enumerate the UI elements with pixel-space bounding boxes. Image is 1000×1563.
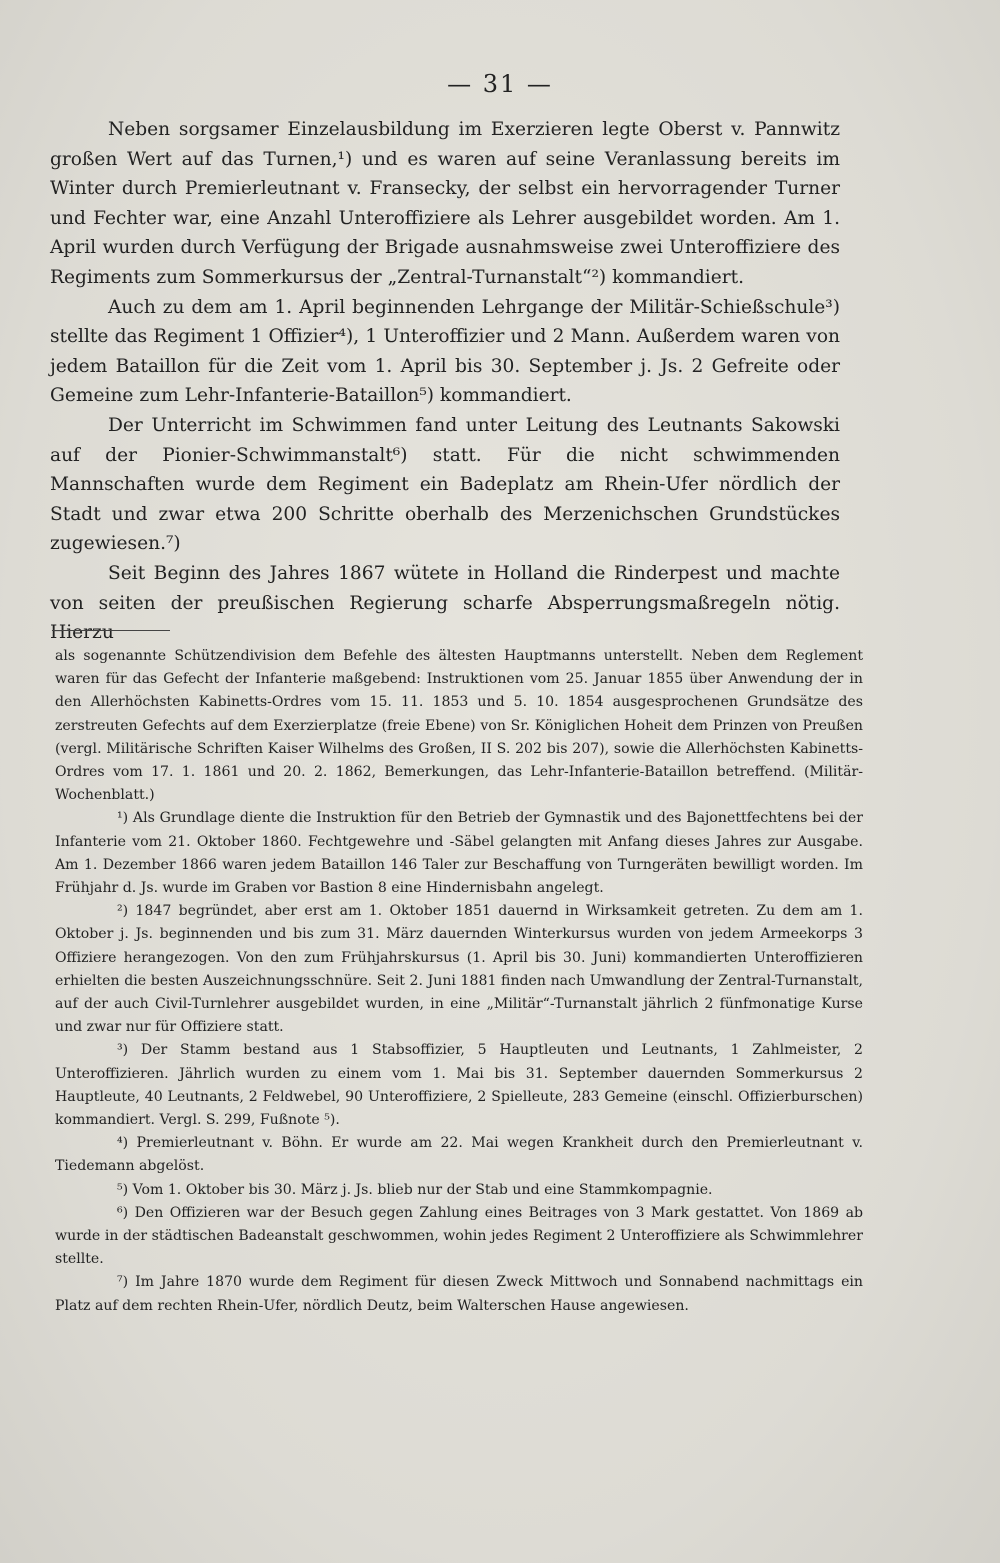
page-number: — 31 — — [447, 70, 553, 98]
paragraph: Der Unterricht im Schwimmen fand unter Leitung des Leutnants Sakowski auf der Pionier-Schwimmanstalt⁶) statt. Für die nicht schwimmenden Mannschaften wurde dem Regiment ein Badeplatz am Rhein-Ufer nördlich der Stadt und zwar etwa 200 Schritte oberhalb des Merzenichschen Grundstückes zugewiesen.⁷) — [50, 414, 840, 555]
main-text — [50, 115, 840, 648]
footnote-1: ¹) Als Grundlage diente die Instruktion für den Betrieb der Gymnastik und des Bajonettfechtens bei der Infanterie vom 21. Oktober 1860. Fechtgewehre und -Säbel gelangten mit Anfang dieses Jahres zur Ausgabe. Am 1. Dezember 1866 waren jedem Bataillon 146 Taler zur Beschaffung von Turngeräten bewilligt worden. Im Frühjahr d. Js. wurde im Graben vor Bastion 8 eine Hindernisbahn angelegt. — [55, 810, 863, 897]
paragraph: Seit Beginn des Jahres 1867 wütete in Holland die Rinderpest und machte von seiten der preußischen Regierung scharfe Absperrungsmaßregeln nötig. Hierzu — [50, 562, 840, 644]
paragraph: Neben sorgsamer Einzelausbildung im Exerzieren legte Oberst v. Pannwitz großen Wert auf das Turnen,¹) und es waren auf seine Veranlassung bereits im Winter durch Premierleutnant v. Fransecky, der selbst ein hervorragender Turner und Fechter war, eine Anzahl Unteroffiziere als Lehrer ausgebildet worden. Am 1. April wurden durch Verfügung der Brigade ausnahmsweise zwei Unteroffiziere des Regiments zum Sommerkursus der „Zentral-Turnanstalt“²) kommandiert. — [50, 119, 840, 288]
footnote-7: ⁷) Im Jahre 1870 wurde dem Regiment für diesen Zweck Mittwoch und Sonnabend nachmittags ein Platz auf dem rechten Rhein-Ufer, nördlich Deutz, beim Walterschen Hause angewiesen. — [55, 1274, 863, 1314]
footnotes — [55, 645, 863, 1318]
footnote-continuation: als sogenannte Schützendivision dem Befehle des ältesten Hauptmanns unterstellt. Neben dem Reglement waren für das Gefecht der Infanterie maßgebend: Instruktionen vom 25. Januar 1855 über Anwendung der in den Allerhöchsten Kabinetts-Ordres vom 15. 11. 1853 und 5. 10. 1854 ausgesprochenen Grundsätze des zerstreuten Gefechts auf dem Exerzierplatze (freie Ebene) von Sr. Königlichen Hoheit dem Prinzen von Preußen (vergl. Militärische Schriften Kaiser Wilhelms des Großen, II S. 202 bis 207), sowie die Allerhöchsten Kabinetts-Ordres vom 17. 1. 1861 und 20. 2. 1862, Bemerkungen, das Lehr-Infanterie-Bataillon betreffend. (Militär-Wochenblatt.) — [55, 648, 863, 804]
footnote-4: ⁴) Premierleutnant v. Böhn. Er wurde am 22. Mai wegen Krankheit durch den Premierleutnant v. Tiedemann abgelöst. — [55, 1135, 863, 1175]
footnote-separator — [52, 630, 170, 631]
footnote-5: ⁵) Vom 1. Oktober bis 30. März j. Js. blieb nur der Stab und eine Stammkompagnie. — [117, 1181, 713, 1198]
footnote-6: ⁶) Den Offizieren war der Besuch gegen Zahlung eines Beitrages von 3 Mark gestattet. Von 1869 ab wurde in der städtischen Badeanstalt geschwommen, wohin jedes Regiment 2 Unteroffiziere als Schwimmlehrer stellte. — [55, 1204, 863, 1268]
footnote-2: ²) 1847 begründet, aber erst am 1. Oktober 1851 dauernd in Wirksamkeit getreten. Zu dem am 1. Oktober j. Js. beginnenden und bis zum 31. März dauernden Winterkursus wurden von jedem Armeekorps 3 Offiziere herangezogen. Von den zum Frühjahrskursus (1. April bis 30. Juni) kommandierten Unteroffizieren erhielten die besten Auszeichnungsschnüre. Seit 2. Juni 1881 finden nach Umwandlung der Zentral-Turnanstalt, auf der auch Civil-Turnlehrer ausgebildet wurden, in eine „Militär“-Turnanstalt jährlich 2 fünfmonatige Kurse und zwar nur für Offiziere statt. — [55, 903, 863, 1036]
paragraph: Auch zu dem am 1. April beginnenden Lehrgange der Militär-Schießschule³) stellte das Regiment 1 Offizier⁴), 1 Unteroffizier und 2 Mann. Außerdem waren von jedem Bataillon für die Zeit vom 1. April bis 30. September j. Js. 2 Gefreite oder Gemeine zum Lehr-Infanterie-Bataillon⁵) kommandiert. — [50, 296, 840, 407]
footnote-3: ³) Der Stamm bestand aus 1 Stabsoffizier, 5 Hauptleuten und Leutnants, 1 Zahlmeister, 2 Unteroffizieren. Jährlich wurden zu einem vom 1. Mai bis 31. September dauernden Sommerkursus 2 Hauptleute, 40 Leutnants, 2 Feldwebel, 90 Unteroffiziere, 2 Spielleute, 283 Gemeine (einschl. Offizierburschen) kommandiert. Vergl. S. 299, Fußnote ⁵). — [55, 1042, 863, 1129]
